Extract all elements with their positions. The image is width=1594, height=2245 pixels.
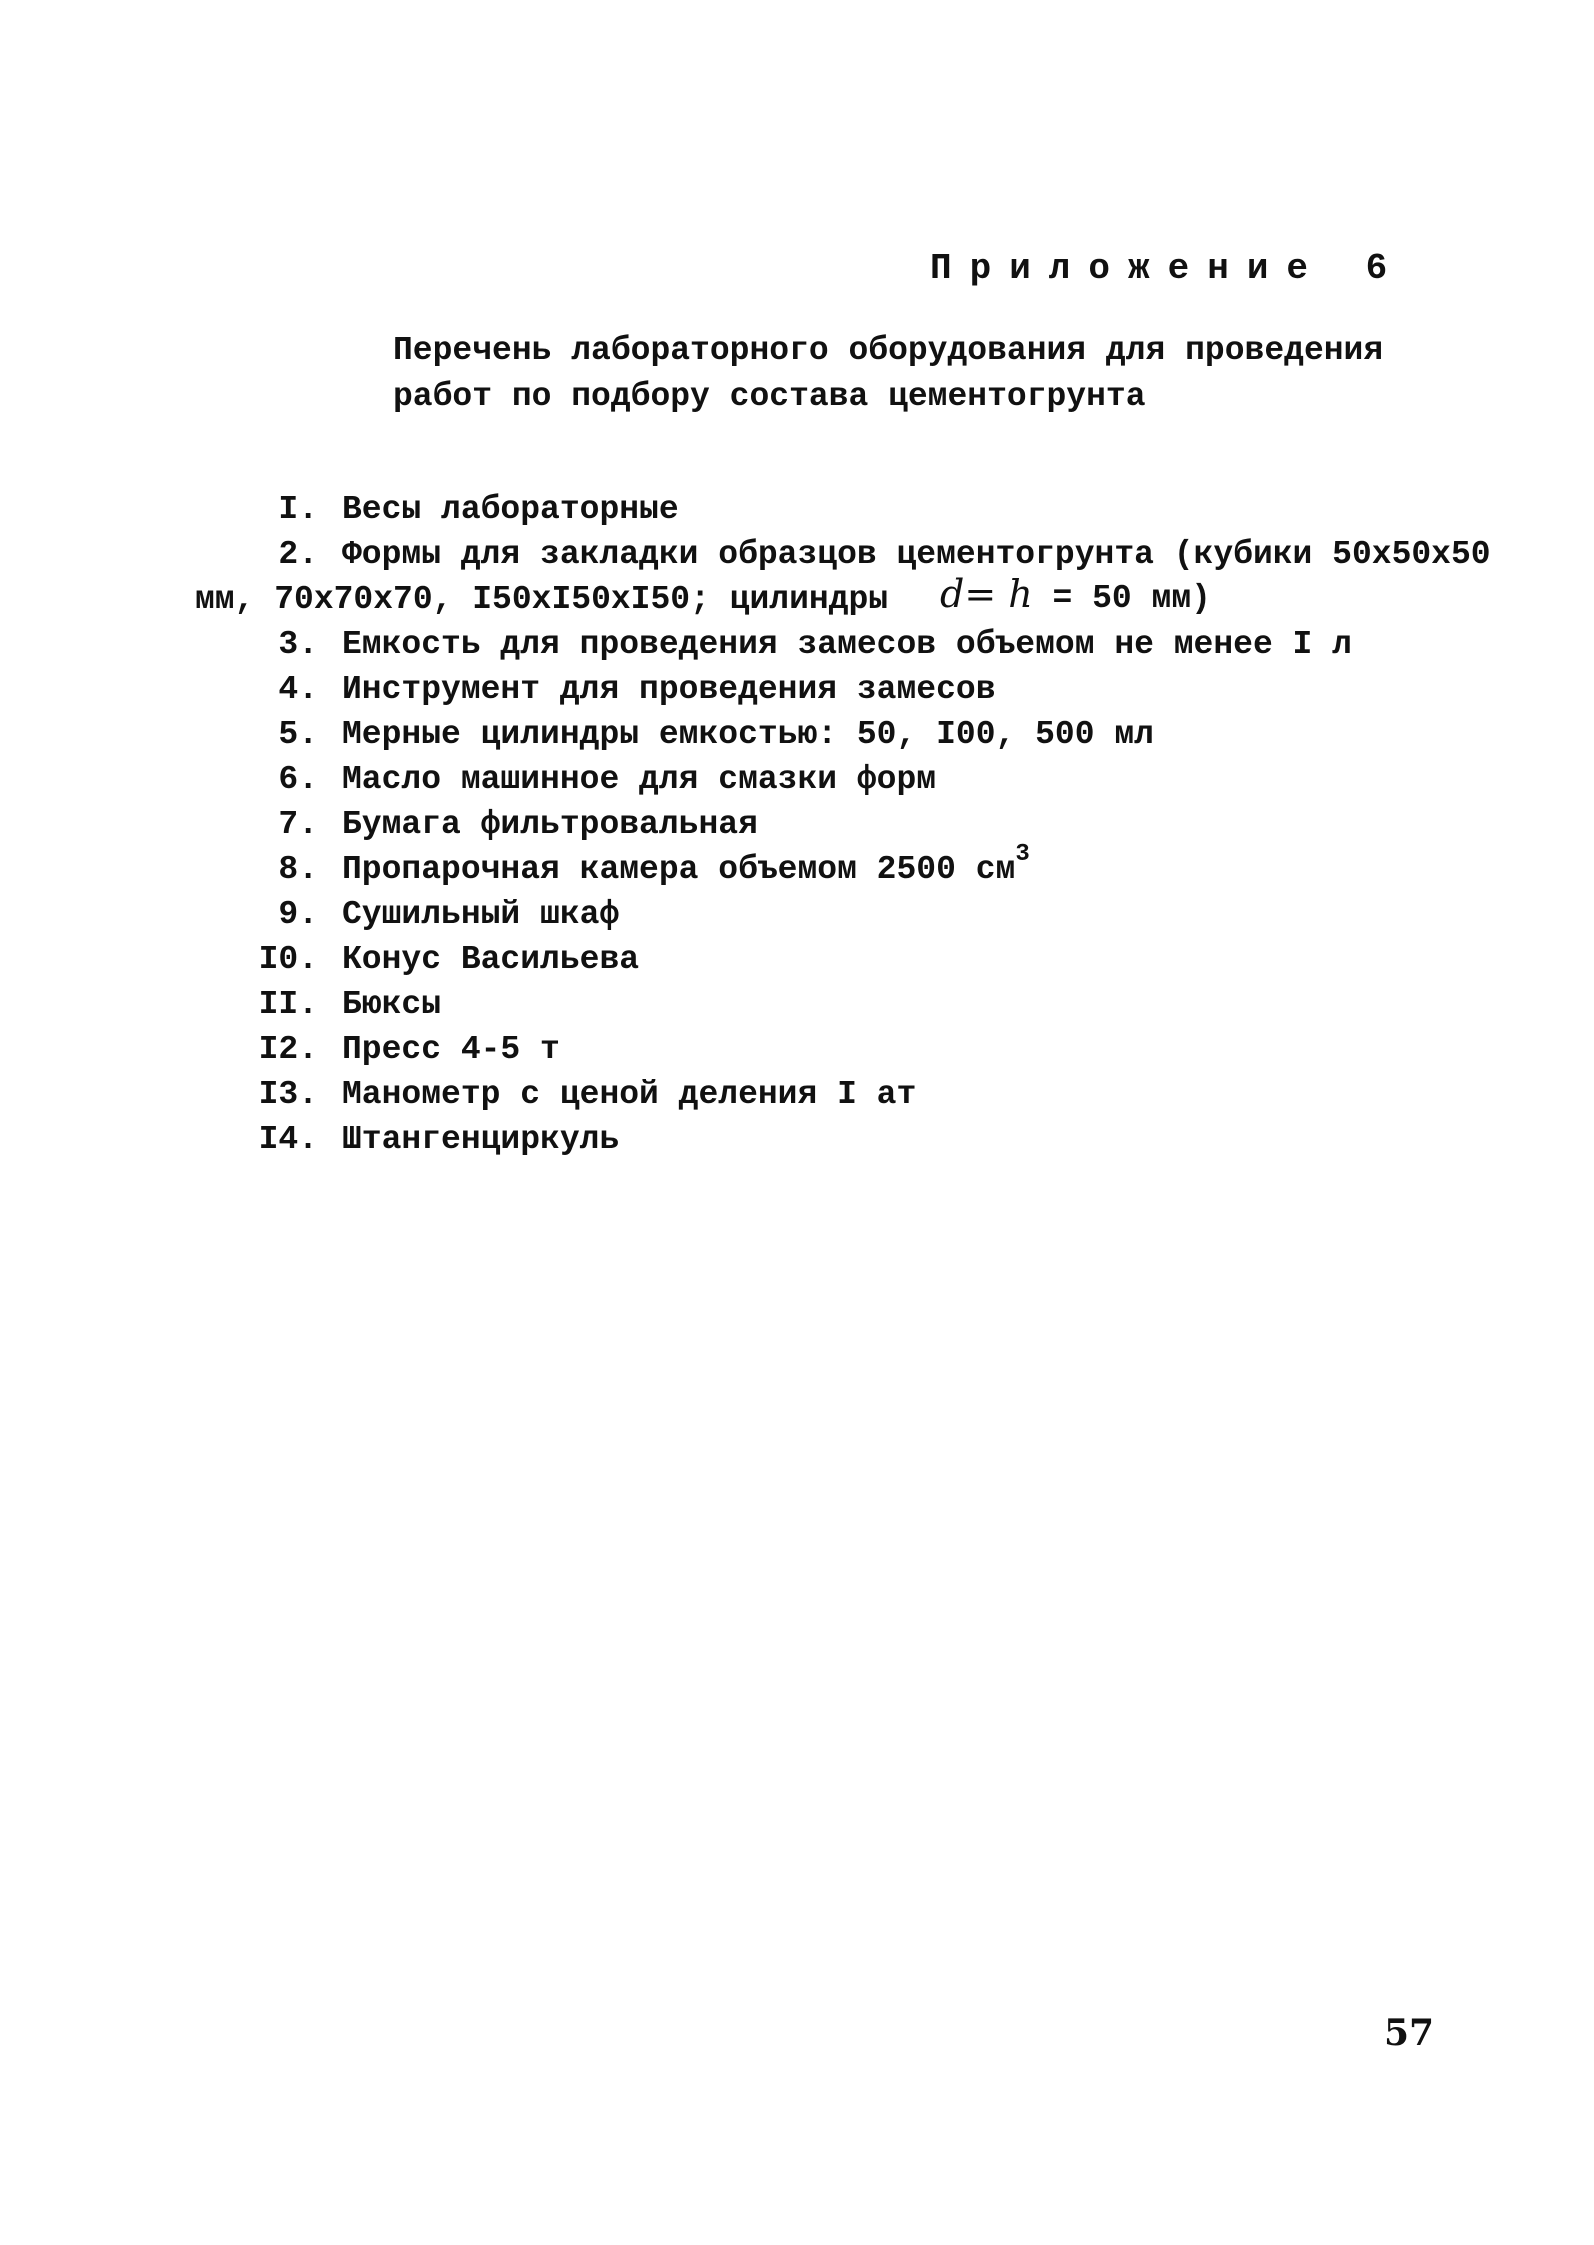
- list-item-number: 6.: [278, 761, 318, 798]
- list-item-text: Масло машинное для смазки форм: [342, 761, 937, 798]
- heading-line-2: работ по подбору состава цементогрунта: [393, 378, 1146, 415]
- list-item-text-main: Пропарочная камера объемом 2500 см: [342, 851, 1016, 888]
- list-item-number: 3.: [278, 626, 318, 663]
- list-item-text: Бюксы: [342, 986, 442, 1023]
- formula-line: [940, 574, 1211, 619]
- list-item-number: 2.: [278, 536, 318, 573]
- list-item-number: I3.: [258, 1076, 318, 1113]
- appendix-title: Приложение 6: [930, 248, 1406, 289]
- list-item-text: Инструмент для проведения замесов: [342, 671, 996, 708]
- list-item-number: 7.: [278, 806, 318, 843]
- list-item-number: 9.: [278, 896, 318, 933]
- list-item-number: I4.: [258, 1121, 318, 1158]
- superscript-cubic: 3: [1015, 841, 1030, 868]
- list-item-text: Мерные цилиндры емкостью: 50, I00, 500 мл: [342, 716, 1154, 753]
- list-item-number: I.: [278, 491, 318, 528]
- list-item-text: Конус Васильева: [342, 941, 640, 978]
- page-number: 57: [1384, 2012, 1435, 2054]
- list-item-number: I0.: [258, 941, 318, 978]
- list-item-number: 5.: [278, 716, 318, 753]
- list-item-number: I2.: [258, 1031, 318, 1068]
- formula-value: = 50 мм): [1032, 580, 1211, 617]
- list-item-number: II.: [258, 986, 318, 1023]
- list-item-number: 8.: [278, 851, 318, 888]
- list-item-text: Бумага фильтровальная: [342, 806, 758, 843]
- list-item-number: 4.: [278, 671, 318, 708]
- list-heading: [393, 328, 1383, 420]
- list-item-text: Манометр с ценой деления I ат: [342, 1076, 917, 1113]
- list-item-text: Сушильный шкаф: [342, 896, 620, 933]
- diameter-height-formula: d= h: [940, 572, 1033, 616]
- list-item-text: [342, 841, 1030, 890]
- list-item-continuation: [195, 580, 888, 620]
- list-item-text: Емкость для проведения замесов объемом не менее I л: [342, 626, 1352, 663]
- heading-line-1: Перечень лабораторного оборудования для проведения: [393, 332, 1384, 369]
- continuation-text: мм, 70х70х70, I50хI50хI50; цилиндры: [195, 581, 889, 618]
- list-item-text: Формы для закладки образцов цементогрунта (кубики 50х50х50: [342, 536, 1491, 573]
- list-item-text: Весы лабораторные: [342, 491, 679, 528]
- list-item-text: Пресс 4-5 т: [342, 1031, 560, 1068]
- list-item-text: Штангенциркуль: [342, 1121, 620, 1158]
